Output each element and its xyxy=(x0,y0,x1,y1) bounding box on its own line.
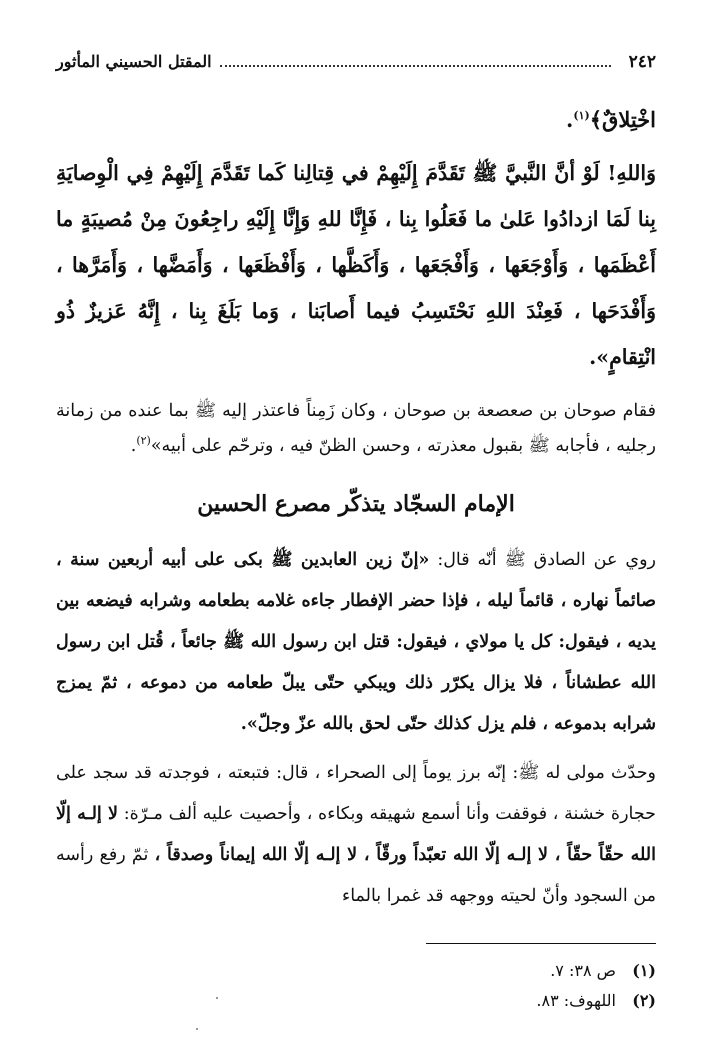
footnotes xyxy=(56,956,656,1016)
riwaya-2-tahlil: لا إلـه إلّا الله حقّاً حقّاً ، لا إلـه إلّا الله تعبّداً ورقّاً ، لا إلـه إلّا الله إيماناً وصدقاً ، xyxy=(56,804,656,865)
footnote-2 xyxy=(56,986,656,1016)
riwaya-1-text: «إنّ زين العابدين ﷺ بكى على أبيه أربعين سنة ، صائماً نهاره ، قائماً ليله ، فإذا حضر الإفطار جاءه غلامه بطعامه وشرابه فيضعه بين يديه ، فيقول: كل يا مولاي ، فيقول: قتل ابن رسول الله ﷺ جائعاً ، قُتل ابن رسول الله عطشاناً ، فلا يزال يكرّر ذلك ويبكي حتّى يبلّ طعامه من دموعه ، ثمّ يمزج شرابه بدموعه ، فلم يزل كذلك حتّى لحق بالله عزّ وجلّ». xyxy=(56,550,656,734)
quote-ending: اخْتِلاقٌ﴾$^{(١)}$. xyxy=(566,107,656,132)
running-title: المقتل الحسيني المأثور xyxy=(56,52,212,71)
quote-ending-text: اخْتِلاقٌ﴾ xyxy=(589,107,656,132)
footnote-1-text: ص ٣٨: ٧. xyxy=(550,961,616,980)
footnote-ref-2[interactable]: (٢) xyxy=(136,434,151,448)
footnote-ref-1[interactable]: (١) xyxy=(573,109,590,122)
riwaya-1-lead: روي عن الصادق ﷺ أنّه قال: xyxy=(437,550,656,570)
footnote-2-text: اللهوف: ٨٣. xyxy=(536,991,616,1010)
scan-speck xyxy=(196,1028,198,1030)
narration-text: فقام صوحان بن صعصعة بن صوحان ، وكان زَمِناً فاعتذر إليه ﷺ بما عنده من زمانة رجليه ، فأجابه ﷺ بقبول معذرته ، وحسن الظنّ فيه ، وترحّم على أبيه» xyxy=(56,401,656,456)
book-page xyxy=(56,52,656,1016)
scan-speck xyxy=(216,997,218,999)
running-head xyxy=(56,52,656,82)
section-heading: الإمام السجّاد يتذكّر مصرع الحسين xyxy=(197,491,515,517)
riwaya-2-tail: ثمّ رفع رأسه من السجود وأنّ لحيته ووجهه قد غمرا بالماء xyxy=(56,845,656,906)
page-number: ٢٤٢ xyxy=(628,52,656,72)
header-leader-dots xyxy=(220,64,611,67)
footnote-separator xyxy=(426,943,656,944)
imam-quote: وَاللهِ! لَوْ أنَّ النَّبيَّ ﷺ تَقَدَّمَ إِلَيْهِمْ في قِتالِنا كَما تَقَدَّمَ إِلَيْهِمْ فِي الْوِصايَةِ بِنا لَمَا ازدادُوا عَلىٰ ما فَعَلُوا بِنا ، فَإِنَّا للهِ وَإِنَّا إِلَيْهِ راجِعُونَ مِنْ مُصيبَةٍ ما أَعْظَمَها ، وَأَوْجَعَها ، وَأَفْجَعَها ، وَأَكَظَّها ، وَأَفْظَعَها ، وَأَمَضَّها ، وَأَمَرَّها ، وَأَفْدَحَها ، فَعِنْدَ اللهِ نَحْتَسِبُ فيما أَصابَنا ، وَما بَلَغَ بِنا ، إِنَّهُ عَزيزٌ ذُو انْتِقامٍ». xyxy=(56,161,656,369)
narration-paragraph: فقام صوحان بن صعصعة بن صوحان ، وكان زَمِناً فاعتذر إليه ﷺ بما عنده من زمانة رجليه ، فأجابه ﷺ بقبول معذرته ، وحسن الظنّ فيه ، وترحّم على أبيه»$^{(٢)}$. xyxy=(56,401,656,456)
riwaya-paragraph-1 xyxy=(56,540,656,745)
footnote-2-number: (٢) xyxy=(632,991,656,1010)
footnote-1 xyxy=(56,956,656,986)
footnote-1-number: (١) xyxy=(632,961,656,980)
riwaya-paragraph-2 xyxy=(56,753,656,917)
riwaya-2-lead: وحدّث مولى له ﷺ: إنّه برز يوماً إلى الصحراء ، قال: فتبعته ، فوجدته قد سجد على حجارة خشنة ، فوقفت وأنا أسمع شهيقه وبكاءه ، وأحصيت عليه ألف مـرّة: xyxy=(56,763,656,824)
